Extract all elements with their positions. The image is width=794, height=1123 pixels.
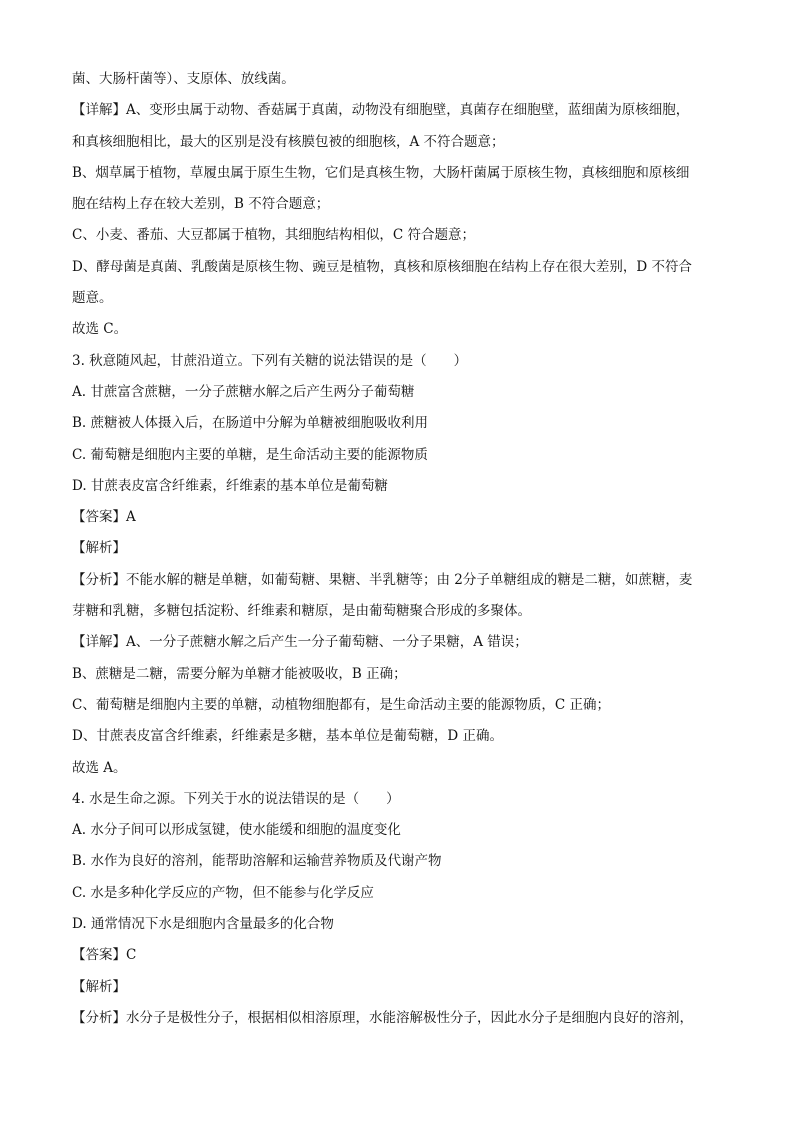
question-4-stem: 4. 水是生命之源。下列关于水的说法错误的是（ ） bbox=[72, 790, 400, 807]
text-line: 胞在结构上存在较大差别，B 不符合题意； bbox=[72, 196, 330, 213]
analysis-line: 【分析】不能水解的糖是单糖，如葡萄糖、果糖、半乳糖等；由 2分子单糖组成的糖是二糖，如蔗糖，麦 bbox=[72, 571, 693, 588]
text-line: D、甘蔗表皮富含纤维素，纤维素是多糖，基本单位是葡萄糖，D 正确。 bbox=[72, 728, 503, 745]
analysis-line: 【分析】水分子是极性分子，根据相似相溶原理，水能溶解极性分子，因此水分子是细胞内良好的溶剂， bbox=[72, 1009, 693, 1026]
question-3-option-c: C. 葡萄糖是细胞内主要的单糖，是生命活动主要的能源物质 bbox=[72, 446, 428, 463]
explanation-label: 【解析】 bbox=[72, 540, 126, 557]
answer-label: 【答案】C bbox=[72, 947, 137, 964]
text-line: C、葡萄糖是细胞内主要的单糖，动植物细胞都有，是生命活动主要的能源物质，C 正确； bbox=[72, 696, 610, 713]
question-4-option-c: C. 水是多种化学反应的产物，但不能参与化学反应 bbox=[72, 884, 374, 901]
text-line: 芽糖和乳糖，多糖包括淀粉、纤维素和糖原，是由葡萄糖聚合形成的多聚体。 bbox=[72, 603, 531, 620]
text-line: D、酵母菌是真菌、乳酸菌是原核生物、豌豆是植物，真核和原核细胞在结构上存在很大差别，D 不符合 bbox=[72, 258, 692, 275]
analysis-detail-line: 【详解】A、变形虫属于动物、香菇属于真菌，动物没有细胞壁，真菌存在细胞壁，蓝细菌为原核细胞， bbox=[72, 102, 690, 119]
question-4-option-b: B. 水作为良好的溶剂，能帮助溶解和运输营养物质及代谢产物 bbox=[72, 853, 442, 870]
question-3-stem: 3. 秋意随风起，甘蔗沿道立。下列有关糖的说法错误的是（ ） bbox=[72, 352, 468, 369]
question-3-option-b: B. 蔗糖被人体摄入后，在肠道中分解为单糖被细胞吸收利用 bbox=[72, 415, 429, 432]
analysis-detail-line: 【详解】A、一分子蔗糖水解之后产生一分子葡萄糖、一分子果糖，A 错误； bbox=[72, 634, 528, 651]
question-3-option-d: D. 甘蔗表皮富含纤维素，纤维素的基本单位是葡萄糖 bbox=[72, 477, 388, 494]
text-line: B、蔗糖是二糖，需要分解为单糖才能被吸收，B 正确； bbox=[72, 665, 407, 682]
conclusion-line: 故选 C。 bbox=[72, 321, 128, 338]
text-line: 题意。 bbox=[72, 290, 113, 307]
question-4-option-d: D. 通常情况下水是细胞内含量最多的化合物 bbox=[72, 916, 334, 933]
text-line: 菌、大肠杆菌等）、支原体、放线菌。 bbox=[72, 71, 295, 87]
text-line: B、烟草属于植物，草履虫属于原生生物，它们是真核生物，大肠杆菌属于原核生物，真核细胞和原核细 bbox=[72, 164, 690, 181]
question-4-option-a: A. 水分子间可以形成氢键，使水能缓和细胞的温度变化 bbox=[72, 822, 401, 839]
document-page bbox=[72, 64, 722, 1034]
question-3-option-a: A. 甘蔗富含蔗糖，一分子蔗糖水解之后产生两分子葡萄糖 bbox=[72, 383, 415, 400]
text-line: C、小麦、番茄、大豆都属于植物，其细胞结构相似，C 符合题意； bbox=[72, 227, 475, 244]
text-line: 和真核细胞相比，最大的区别是没有核膜包被的细胞核，A 不符合题意； bbox=[72, 133, 505, 150]
answer-label: 【答案】A bbox=[72, 509, 136, 526]
conclusion-line: 故选 A。 bbox=[72, 759, 127, 776]
explanation-label: 【解析】 bbox=[72, 978, 126, 995]
